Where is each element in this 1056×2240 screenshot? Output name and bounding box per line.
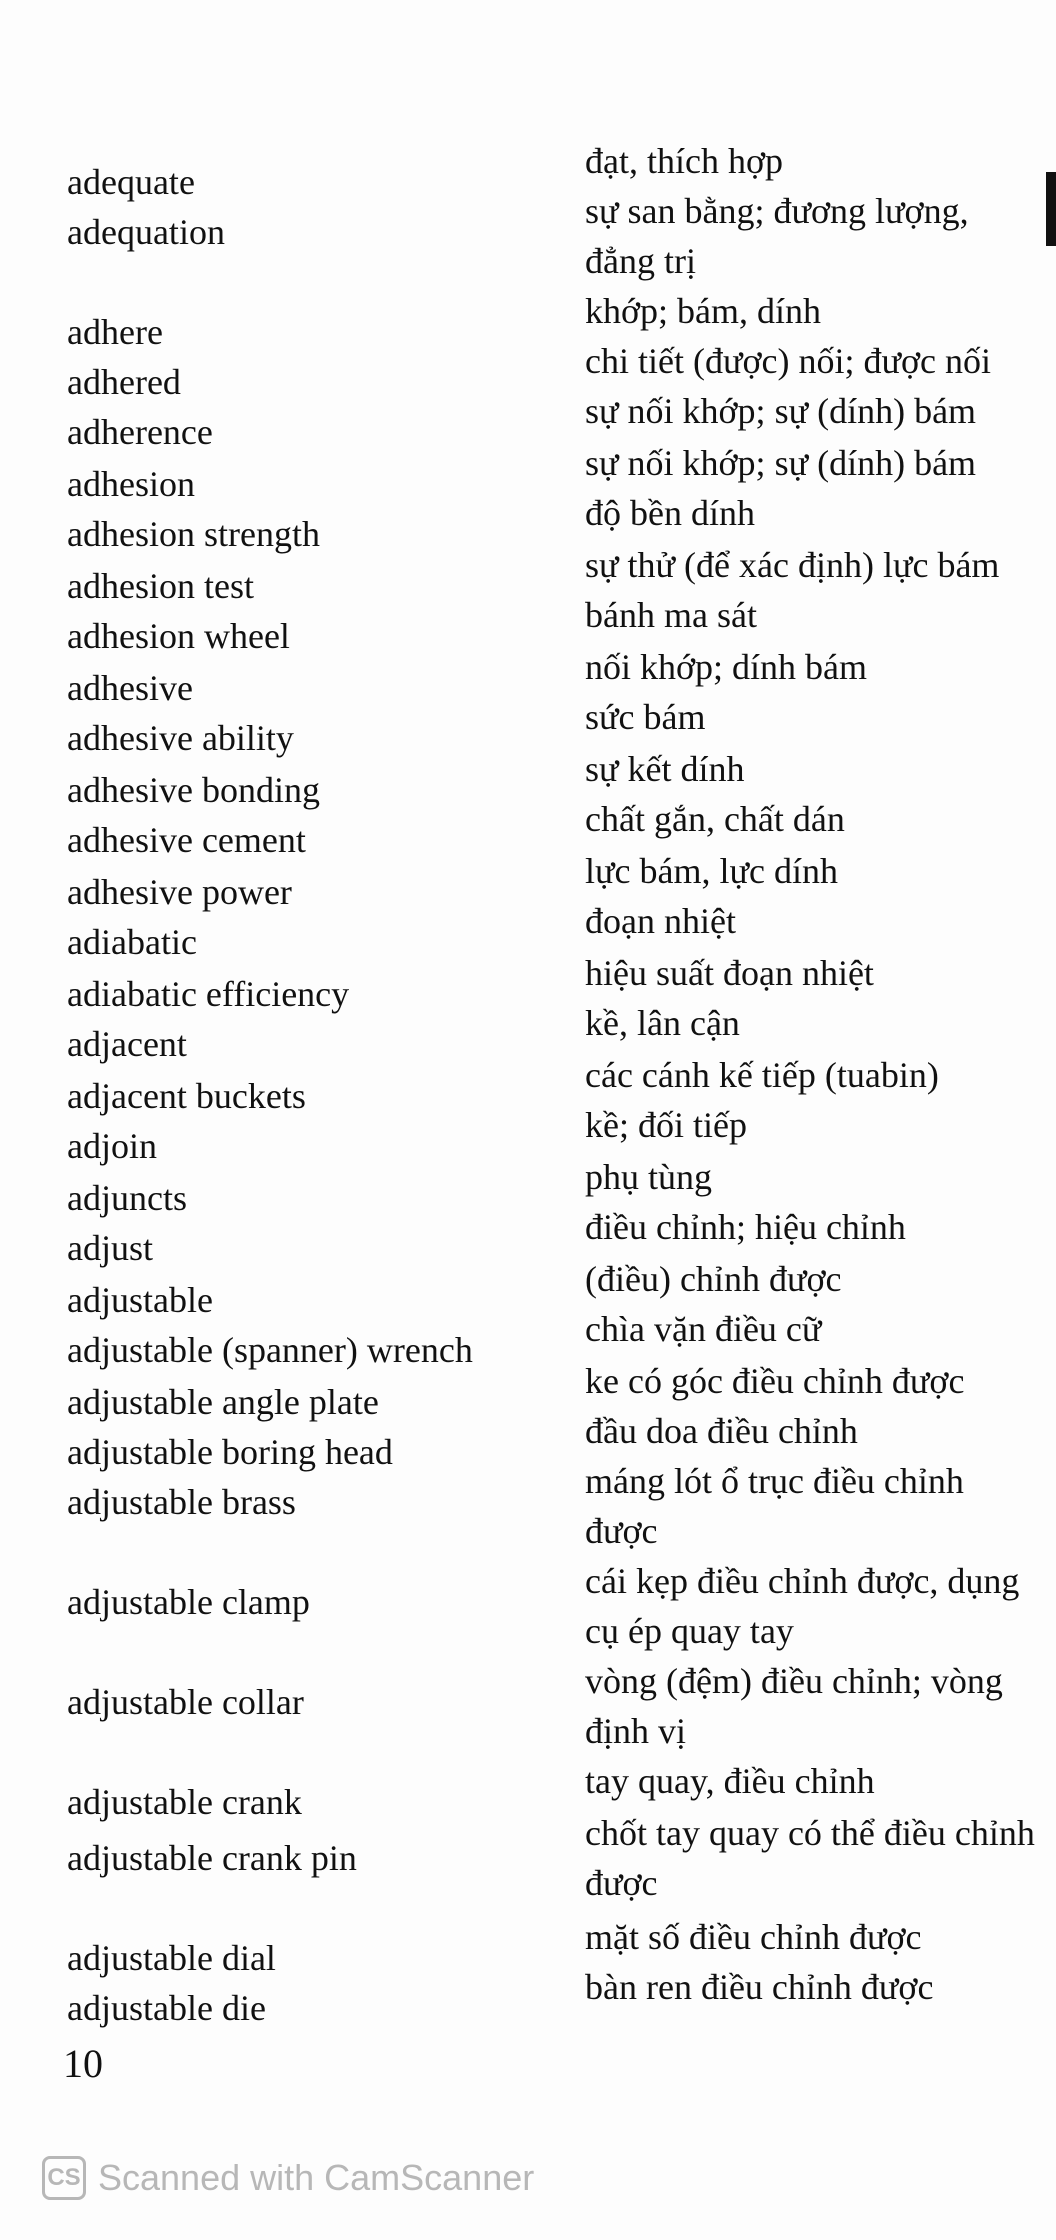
entry-term: adjacent buckets [67,1076,306,1116]
entry-term: adjustable [67,1280,213,1320]
entry-term: adequation [67,212,225,252]
entry-term: adequate [67,162,195,202]
entry-definition: mặt số điều chỉnh được [585,1917,922,1957]
entry-definition: khớp; bám, dính [585,291,822,331]
entry-definition: nối khớp; dính bám [585,647,868,687]
entry-term: adjustable angle plate [67,1382,379,1422]
entry-term: adjacent [67,1024,187,1064]
camscanner-logo-icon: CS [42,2156,86,2200]
entry-term: adjustable crank pin [67,1838,357,1878]
entry-term: adjustable boring head [67,1432,393,1472]
entry-term: adjust [67,1228,153,1268]
entry-term: adhesion [67,464,195,504]
entry-definition: sự nối khớp; sự (dính) bám [585,391,977,431]
entry-term: adiabatic efficiency [67,974,350,1014]
scan-edge-mark [1046,172,1056,246]
entry-definition: sức bám [585,697,706,737]
page-number: 10 [63,2041,103,2086]
entry-definition: chìa vặn điều cữ [585,1309,822,1349]
entry-term: adjustable clamp [67,1582,310,1622]
entry-term: adiabatic [67,922,197,962]
entry-term: adhere [67,312,163,352]
entry-term: adjuncts [67,1178,187,1218]
entry-term: adhesive [67,668,193,708]
entry-term: adjustable collar [67,1682,304,1722]
entry-definition: vòng (đệm) điều chỉnh; vòng định vị [585,1661,1003,1751]
entry-definition: đầu doa điều chỉnh [585,1411,858,1451]
entry-definition: cái kẹp điều chỉnh được, dụng cụ ép quay tay [585,1561,1020,1651]
entry-definition: sự thử (để xác định) lực bám [585,545,1000,585]
entry-definition: sự kết dính [585,749,745,789]
entry-term: adhesion wheel [67,616,290,656]
entry-definition: (điều) chỉnh được [585,1259,842,1299]
entry-term: adhered [67,362,181,402]
entry-definition: độ bền dính [585,493,755,533]
entry-definition: bàn ren điều chỉnh được [585,1967,934,2007]
entry-term: adjoin [67,1126,157,1166]
entry-definition: chốt tay quay có thể điều chỉnh được [585,1813,1035,1903]
entry-definition: máng lót ổ trục điều chỉnh được [585,1461,964,1551]
entry-definition: đoạn nhiệt [585,901,736,941]
entry-definition: kề, lân cận [585,1003,740,1043]
entry-term: adjustable brass [67,1482,296,1522]
entry-term: adjustable dial [67,1938,276,1978]
entry-definition: lực bám, lực dính [585,851,838,891]
entry-definition: sự nối khớp; sự (dính) bám [585,443,977,483]
entry-term: adjustable die [67,1988,266,2028]
entry-definition: ke có góc điều chỉnh được [585,1361,965,1401]
entry-term: adhesive bonding [67,770,320,810]
entry-definition: các cánh kế tiếp (tuabin) [585,1055,939,1095]
scanner-watermark [42,2156,534,2200]
entry-definition: tay quay, điều chỉnh [585,1761,875,1801]
entry-term: adhesive cement [67,820,306,860]
entry-term: adherence [67,412,213,452]
entry-definition: chất gắn, chất dán [585,799,845,839]
entry-definition: điều chỉnh; hiệu chỉnh [585,1207,906,1247]
entry-definition: chi tiết (được) nối; được nối [585,341,992,381]
entry-definition: hiệu suất đoạn nhiệt [585,953,874,993]
entry-term: adhesive ability [67,718,294,758]
entry-term: adhesion test [67,566,254,606]
entry-term: adjustable crank [67,1782,302,1822]
entry-term: adhesion strength [67,514,320,554]
entry-term: adhesive power [67,872,292,912]
entry-definition: đạt, thích hợp [585,141,783,181]
entry-definition: phụ tùng [585,1157,713,1197]
entry-term: adjustable (spanner) wrench [67,1330,473,1370]
watermark-text: Scanned with CamScanner [98,2157,535,2198]
entry-definition: bánh ma sát [585,595,757,635]
entry-definition: kề; đối tiếp [585,1105,747,1145]
entry-definition: sự san bằng; đương lượng, đẳng trị [585,191,969,281]
